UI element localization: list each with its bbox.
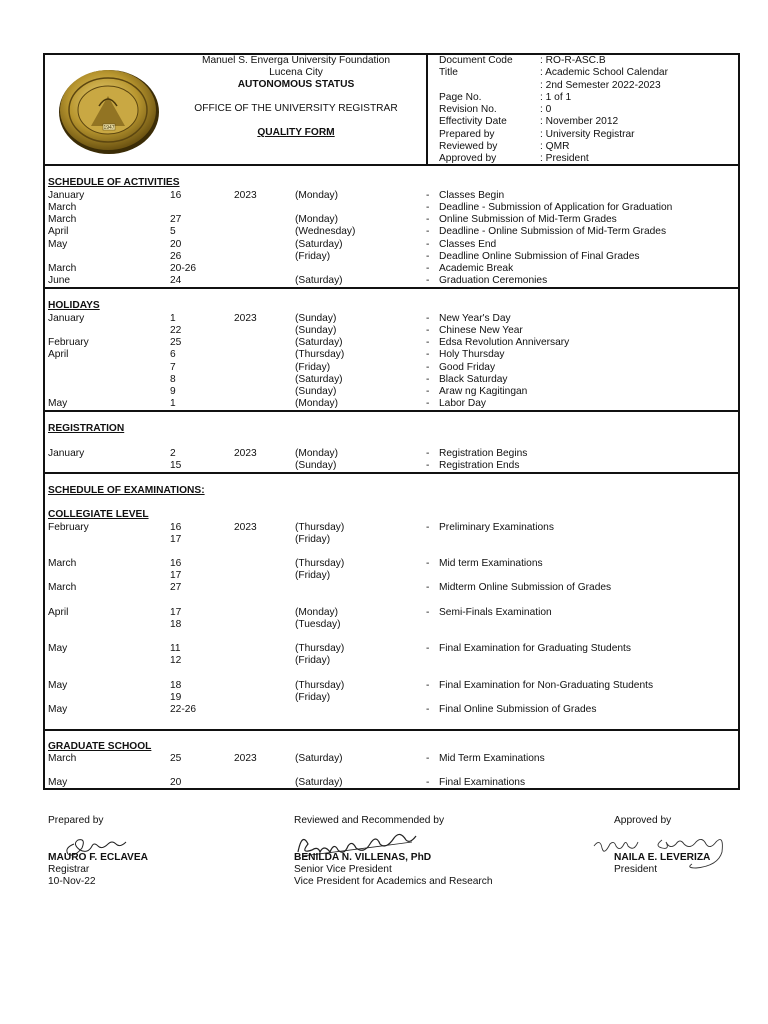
row-event: Final Examination for Non-Graduating Students [439,679,654,691]
row-dash: - [426,606,430,618]
row-weekday: (Saturday) [295,238,343,250]
row-dash: - [426,263,430,274]
row-dash: - [426,373,430,385]
doc-info-label: Page No. [439,91,482,103]
reviewed-by-name: BENILDA N. VILLENAS, PhD [294,852,432,863]
row-day: 12 [170,655,182,666]
section-title-graduate: GRADUATE SCHOOL [48,741,152,752]
calendar-row [48,570,738,582]
prepared-date: 10-Nov-22 [48,876,96,887]
calendar-row [48,313,738,325]
section-title-holidays: HOLIDAYS [48,300,100,311]
row-event: Academic Break [439,263,514,274]
row-event: Black Saturday [439,373,508,385]
row-weekday: (Thursday) [295,349,345,361]
row-day: 15 [170,459,182,471]
row-dash: - [426,753,430,764]
row-dash: - [426,643,430,654]
row-month: March [48,582,77,593]
row-day: 16 [170,189,182,201]
row-event: Final Online Submission of Grades [439,704,597,715]
row-dash: - [426,189,430,201]
row-dash: - [426,275,430,287]
row-event: New Year's Day [439,312,511,324]
row-day: 11 [170,643,181,654]
row-day: 19 [170,691,182,703]
row-weekday: (Sunday) [295,312,337,324]
doc-info-value: : November 2012 [540,116,619,128]
row-weekday: (Wednesday) [295,226,356,238]
doc-info-label: Revision No. [439,104,497,115]
row-day: 27 [170,214,182,225]
row-event: Preliminary Examinations [439,521,554,533]
row-event: Deadline - Submission of Application for Graduation [439,201,673,213]
calendar-row [48,582,738,594]
row-weekday: (Sunday) [295,459,337,471]
row-dash: - [426,349,430,361]
row-day: 17 [170,533,182,545]
form-type: QUALITY FORM [257,127,335,138]
row-weekday: (Friday) [295,569,331,581]
row-month: June [48,275,71,287]
row-event: Midterm Online Submission of Grades [439,582,612,593]
calendar-row [48,704,738,716]
row-event: Classes End [439,238,497,250]
row-day: 6 [170,349,176,361]
svg-text:1947: 1947 [103,125,115,131]
row-day: 26 [170,250,182,262]
row-event: Registration Ends [439,459,520,471]
row-weekday: (Thursday) [295,679,345,691]
city-name: Lucena City [269,67,323,78]
row-month: March [48,201,77,213]
row-event: Chinese New Year [439,324,523,336]
section-title-activities: SCHEDULE OF ACTIVITIES [48,177,180,188]
row-dash: - [426,704,430,715]
calendar-row [48,643,738,655]
row-month: April [48,226,69,238]
row-event: Online Submission of Mid-Term Grades [439,214,617,225]
row-month: February [48,337,89,348]
row-weekday: (Saturday) [295,373,343,385]
row-weekday: (Saturday) [295,777,343,788]
calendar-row [48,337,738,349]
row-dash: - [426,250,430,262]
row-event: Mid term Examinations [439,557,543,569]
row-month: May [48,704,68,715]
row-month: April [48,349,69,361]
calendar-row [48,534,738,546]
doc-info-label: Title [439,67,458,79]
calendar-row [48,386,738,398]
calendar-row [48,607,738,619]
row-weekday: (Tuesday) [295,618,341,630]
row-month: May [48,398,68,410]
doc-info-value: : University Registrar [540,128,635,140]
autonomous-status: AUTONOMOUS STATUS [237,79,355,90]
row-event: Araw ng Kagitingan [439,386,528,397]
calendar-row [48,753,738,765]
doc-info-value: : 0 [540,104,552,115]
row-dash: - [426,312,430,324]
row-day: 18 [170,618,182,630]
row-weekday: (Friday) [295,691,331,703]
row-event: Graduation Ceremonies [439,275,548,287]
row-day: 9 [170,386,176,397]
row-day: 20-26 [170,263,197,274]
header-divider [43,164,740,166]
prepared-by-name: MAURO F. ECLAVEA [48,852,148,863]
row-event: Final Examination for Graduating Students [439,643,631,654]
row-weekday: (Friday) [295,655,331,666]
row-month: March [48,263,77,274]
prepared-by-role: Registrar [48,864,90,875]
row-weekday: (Friday) [295,533,331,545]
row-dash: - [426,238,430,250]
row-year: 2023 [234,521,257,533]
row-event: Good Friday [439,361,496,373]
reviewed-by-role2: Vice President for Academics and Research [294,876,493,887]
row-month: May [48,238,68,250]
header-column-divider [426,53,428,166]
row-event: Final Examinations [439,777,526,788]
row-weekday: (Friday) [295,361,331,373]
row-day: 16 [170,557,182,569]
row-weekday: (Saturday) [295,337,343,348]
section-title-collegiate: COLLEGIATE LEVEL [48,509,149,520]
doc-info-label: Document Code [439,55,513,66]
prepared-by-caption: Prepared by [48,815,104,826]
row-weekday: (Monday) [295,447,339,459]
calendar-row [48,448,738,460]
row-month: January [48,312,85,324]
office-name: OFFICE OF THE UNIVERSITY REGISTRAR [194,103,398,114]
calendar-row [48,263,738,275]
row-event: Registration Begins [439,447,528,459]
calendar-row [48,619,738,631]
reviewed-by-caption: Reviewed and Recommended by [294,815,445,826]
row-dash: - [426,447,430,459]
calendar-row [48,214,738,226]
section-divider [43,729,740,731]
section-divider [43,410,740,412]
row-day: 24 [170,275,182,287]
row-weekday: (Friday) [295,250,331,262]
row-month: February [48,521,89,533]
calendar-row [48,190,738,202]
doc-info-value: : QMR [540,140,570,152]
row-event: Semi-Finals Examination [439,606,552,618]
row-month: January [48,447,85,459]
row-month: January [48,189,85,201]
doc-info-label: Reviewed by [439,140,498,152]
calendar-row [48,202,738,214]
row-month: May [48,679,68,691]
section-title-examinations: SCHEDULE OF EXAMINATIONS: [48,485,205,496]
section-title-registration: REGISTRATION [48,423,125,434]
row-event: Labor Day [439,398,487,410]
row-day: 25 [170,337,182,348]
row-day: 22 [170,324,182,336]
row-day: 8 [170,373,176,385]
row-day: 20 [170,777,182,788]
row-day: 1 [170,398,176,410]
row-event: Deadline Online Submission of Final Grades [439,250,640,262]
foundation-name: Manuel S. Enverga University Foundation [201,55,390,66]
calendar-row [48,374,738,386]
section-divider [43,472,740,474]
row-dash: - [426,557,430,569]
row-weekday: (Thursday) [295,557,345,569]
row-dash: - [426,201,430,213]
row-year: 2023 [234,312,257,324]
row-day: 27 [170,582,182,593]
row-month: May [48,643,68,654]
doc-info-value: : Academic School Calendar [540,67,668,79]
row-weekday: (Thursday) [295,643,345,654]
row-weekday: (Monday) [295,189,339,201]
row-month: March [48,753,77,764]
calendar-row [48,680,738,692]
calendar-row [48,226,738,238]
row-dash: - [426,226,430,238]
doc-info-value: : RO-R-ASC.B [540,55,606,66]
doc-info-value: : 1 of 1 [540,91,572,103]
row-dash: - [426,398,430,410]
row-month: March [48,557,77,569]
calendar-row [48,398,738,410]
row-day: 17 [170,606,182,618]
row-event: Edsa Revolution Anniversary [439,337,570,348]
row-dash: - [426,324,430,336]
row-weekday: (Saturday) [295,753,343,764]
row-event: Classes Begin [439,189,505,201]
row-month: March [48,214,77,225]
row-year: 2023 [234,753,257,764]
row-weekday: (Monday) [295,398,339,410]
row-event: Holy Thursday [439,349,505,361]
calendar-row [48,655,738,667]
approved-by-role: President [614,864,658,875]
calendar-row [48,460,738,472]
calendar-row [48,251,738,263]
row-dash: - [426,361,430,373]
row-weekday: (Sunday) [295,324,337,336]
reviewed-by-role: Senior Vice President [294,864,392,875]
doc-info-label: Approved by [439,153,497,164]
row-day: 2 [170,447,176,459]
row-weekday: (Saturday) [295,275,343,287]
doc-info-label: Effectivity Date [439,116,507,128]
row-event: Mid Term Examinations [439,753,545,764]
row-day: 16 [170,521,182,533]
calendar-row [48,239,738,251]
row-dash: - [426,679,430,691]
calendar-row [48,692,738,704]
approved-by-name: NAILA E. LEVERIZA [614,852,711,863]
calendar-row [48,777,738,789]
row-year: 2023 [234,447,257,459]
calendar-row [48,325,738,337]
section-divider [43,287,740,289]
row-weekday: (Sunday) [295,386,337,397]
row-dash: - [426,214,430,225]
doc-info-value: : 2nd Semester 2022-2023 [540,79,661,91]
row-day: 20 [170,238,182,250]
calendar-row [48,362,738,374]
row-weekday: (Monday) [295,606,339,618]
row-dash: - [426,386,430,397]
row-dash: - [426,582,430,593]
row-month: May [48,777,68,788]
row-day: 17 [170,569,182,581]
row-dash: - [426,777,430,788]
row-event: Deadline - Online Submission of Mid-Term Grades [439,226,667,238]
calendar-row [48,275,738,287]
doc-info-value: : President [540,153,589,164]
calendar-row [48,522,738,534]
row-weekday: (Thursday) [295,521,345,533]
row-day: 18 [170,679,182,691]
approved-by-caption: Approved by [614,815,672,826]
row-dash: - [426,459,430,471]
doc-info-label: Prepared by [439,128,495,140]
row-weekday: (Monday) [295,214,339,225]
row-year: 2023 [234,189,257,201]
row-day: 5 [170,226,176,238]
row-day: 7 [170,361,176,373]
calendar-row [48,558,738,570]
row-day: 22-26 [170,704,197,715]
row-month: April [48,606,69,618]
row-day: 25 [170,753,182,764]
row-dash: - [426,337,430,348]
row-dash: - [426,521,430,533]
calendar-row [48,349,738,361]
university-seal-icon [57,66,161,156]
row-day: 1 [170,312,176,324]
